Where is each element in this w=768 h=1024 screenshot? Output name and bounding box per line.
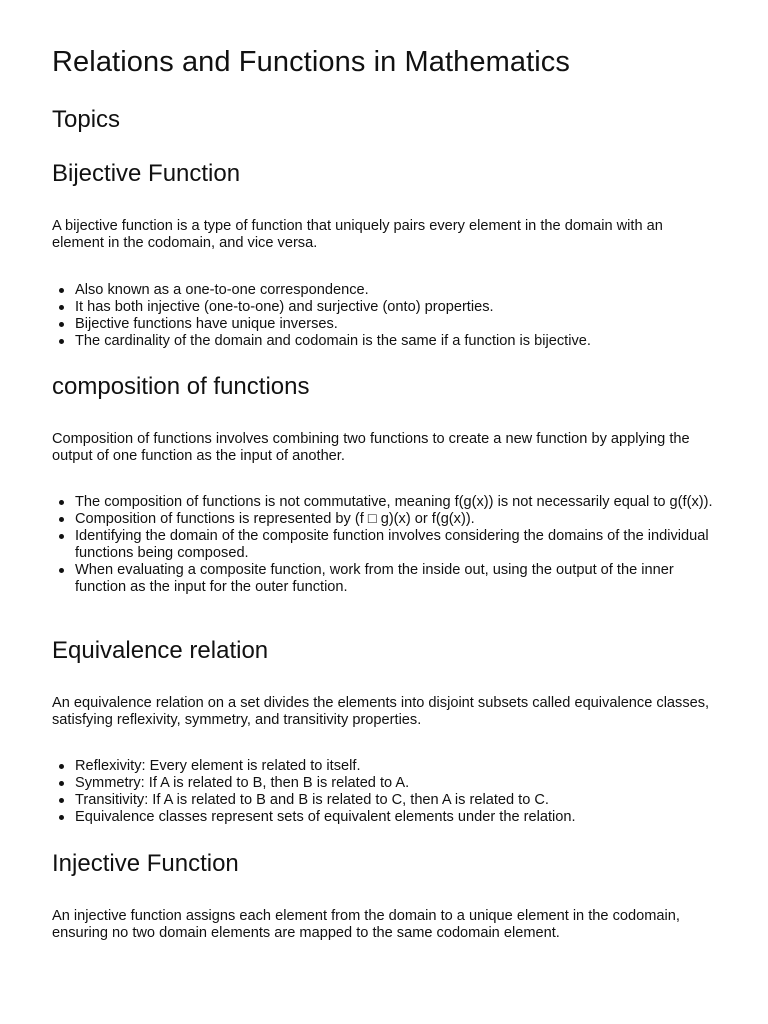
section-heading-equivalence: Equivalence relation bbox=[52, 637, 269, 664]
bullet-list-composition bbox=[52, 494, 716, 596]
section-heading-composition: composition of functions bbox=[52, 373, 310, 400]
page-title: Relations and Functions in Mathematics bbox=[52, 46, 570, 78]
list-item: The composition of functions is not commutative, meaning f(g(x)) is not necessarily equal to g(f(x)). bbox=[75, 494, 716, 511]
list-item: Equivalence classes represent sets of equivalent elements under the relation. bbox=[75, 809, 716, 826]
section-paragraph-injective: An injective function assigns each element from the domain to a unique element in the codomain, ensuring no two domain elements are mapped to the same codomain element. bbox=[52, 908, 680, 941]
topics-heading: Topics bbox=[52, 106, 121, 133]
bullet-list-equivalence bbox=[52, 758, 716, 826]
section-paragraph-equivalence: An equivalence relation on a set divides the elements into disjoint subsets called equivalence classes, satisfying reflexivity, symmetry, and transitivity properties. bbox=[52, 695, 710, 728]
bullet-list-bijective bbox=[52, 282, 716, 350]
list-item: Transitivity: If A is related to B and B is related to C, then A is related to C. bbox=[75, 792, 716, 809]
list-item: Reflexivity: Every element is related to itself. bbox=[75, 758, 716, 775]
list-item: Also known as a one-to-one correspondence. bbox=[75, 282, 716, 299]
section-heading-injective: Injective Function bbox=[52, 850, 239, 877]
section-heading-bijective: Bijective Function bbox=[52, 160, 241, 187]
list-item: The cardinality of the domain and codomain is the same if a function is bijective. bbox=[75, 333, 716, 350]
list-item: Symmetry: If A is related to B, then B is related to A. bbox=[75, 775, 716, 792]
list-item: When evaluating a composite function, work from the inside out, using the output of the inner function as the input for the outer function. bbox=[75, 562, 716, 596]
list-item: Bijective functions have unique inverses. bbox=[75, 316, 716, 333]
list-item: Composition of functions is represented by (f □ g)(x) or f(g(x)). bbox=[75, 511, 716, 528]
list-item: It has both injective (one-to-one) and surjective (onto) properties. bbox=[75, 299, 716, 316]
section-paragraph-bijective: A bijective function is a type of function that uniquely pairs every element in the domain with an element in the codomain, and vice versa. bbox=[52, 218, 663, 251]
list-item: Identifying the domain of the composite function involves considering the domains of the individual functions being composed. bbox=[75, 528, 716, 562]
section-paragraph-composition: Composition of functions involves combining two functions to create a new function by applying the output of one function as the input of another. bbox=[52, 431, 690, 464]
